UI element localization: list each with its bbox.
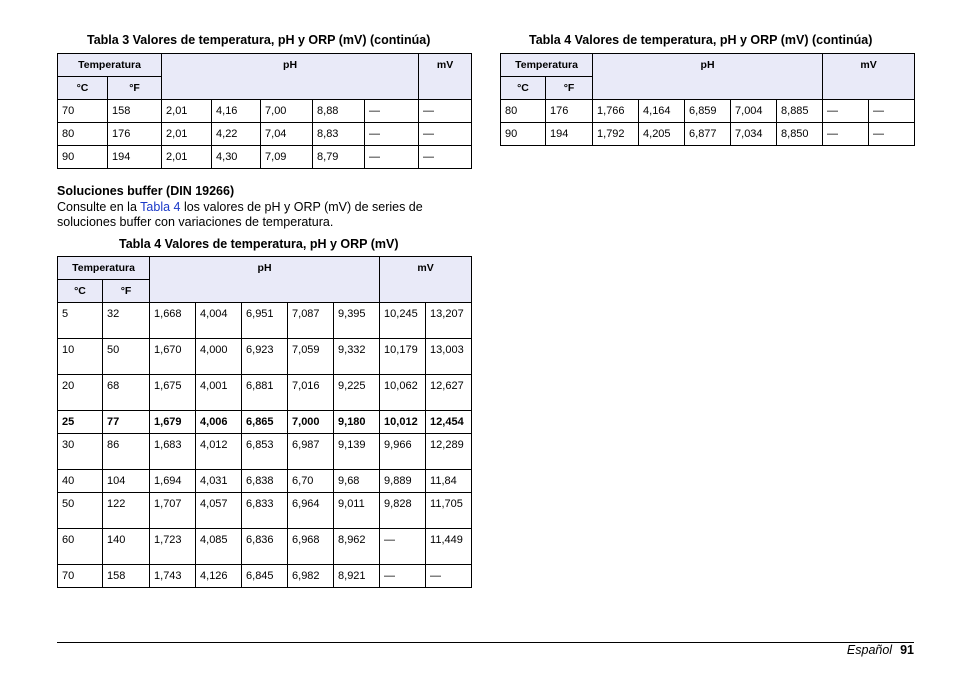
paragraph-text: Consulte en la [57,200,141,214]
table-cell: 77 [103,411,150,434]
table-cell: 11,705 [426,493,472,529]
table-cell: 68 [103,375,150,411]
header-ph: pH [162,54,419,100]
table-cell: 9,332 [334,339,380,375]
table-cell: 9,180 [334,411,380,434]
table-cell: 104 [103,470,150,493]
table-cell: 6,853 [242,434,288,470]
table-cell: — [426,565,472,588]
table-cell: 11,84 [426,470,472,493]
table-cell: 1,792 [593,123,639,146]
table-cell: 90 [58,146,108,169]
table-row [58,529,472,565]
table-cell: 7,000 [288,411,334,434]
section-title: Soluciones buffer (DIN 19266) [57,184,235,198]
table-row [58,565,472,588]
table-cell: 9,011 [334,493,380,529]
table-cell: 12,289 [426,434,472,470]
table4-caption: Tabla 4 Valores de temperatura, pH y ORP (mV) [119,237,399,251]
table-cell: 7,016 [288,375,334,411]
table-cell: 9,828 [380,493,426,529]
table-cell: 50 [103,339,150,375]
table4-continued-body [501,100,915,146]
table-cell: 2,01 [162,146,212,169]
table-cell: 4,164 [639,100,685,123]
table-cell: 1,743 [150,565,196,588]
table-cell: — [365,146,419,169]
header-temperatura: Temperatura [58,54,162,77]
table-cell: 7,087 [288,303,334,339]
table-cell: 20 [58,375,103,411]
table-cell: 4,30 [212,146,261,169]
table-cell: 10,012 [380,411,426,434]
table-cell: 8,962 [334,529,380,565]
table-cell: 4,126 [196,565,242,588]
table-cell: 8,885 [777,100,823,123]
table-cell: 7,059 [288,339,334,375]
table-cell: — [419,146,472,169]
table-cell: 60 [58,529,103,565]
table-cell: 12,627 [426,375,472,411]
table-cell: 90 [501,123,546,146]
table-cell: 4,16 [212,100,261,123]
table-cell: — [869,123,915,146]
table3-caption: Tabla 3 Valores de temperatura, pH y ORP (mV) (continúa) [87,33,431,47]
table-cell: 80 [58,123,108,146]
table-cell: 6,951 [242,303,288,339]
table-cell: 4,000 [196,339,242,375]
footer-rule [57,642,914,643]
table-cell: 6,865 [242,411,288,434]
table-cell: 1,694 [150,470,196,493]
table-cell: 12,454 [426,411,472,434]
table-row [58,339,472,375]
table-cell: 50 [58,493,103,529]
table-row [58,434,472,470]
table-row [501,100,915,123]
table-cell: 70 [58,565,103,588]
table-cell: 10,179 [380,339,426,375]
header-fahrenheit: °F [108,77,162,100]
table-cell: 11,449 [426,529,472,565]
header-fahrenheit: °F [103,280,150,303]
table-cell: 1,723 [150,529,196,565]
table-cell: 194 [108,146,162,169]
table-cell: 7,04 [261,123,313,146]
table-cell: 1,670 [150,339,196,375]
table-cell: 6,964 [288,493,334,529]
table-cell: 9,889 [380,470,426,493]
section-paragraph [57,200,457,230]
table-cell: 4,057 [196,493,242,529]
table-cell: — [869,100,915,123]
header-temperatura: Temperatura [501,54,593,77]
table-cell: 4,006 [196,411,242,434]
table-cell: 6,877 [685,123,731,146]
table-cell: 8,79 [313,146,365,169]
header-ph: pH [593,54,823,100]
table-row [58,100,472,123]
table-row [58,123,472,146]
header-mv: mV [823,54,915,100]
table-row [501,123,915,146]
table-cell: 6,859 [685,100,731,123]
table-cell: 1,707 [150,493,196,529]
table3-body [58,100,472,169]
footer-language: Español [846,643,893,657]
table-cell: 1,679 [150,411,196,434]
header-fahrenheit: °F [546,77,593,100]
table-cell: 8,88 [313,100,365,123]
table-cell: 4,22 [212,123,261,146]
table-cell: 9,395 [334,303,380,339]
table-cell: 7,09 [261,146,313,169]
table-cell: 4,012 [196,434,242,470]
table-cell: 158 [103,565,150,588]
header-celsius: °C [58,77,108,100]
table-row [58,303,472,339]
table-cell: 4,004 [196,303,242,339]
table-row [58,470,472,493]
header-celsius: °C [58,280,103,303]
table-cell: 40 [58,470,103,493]
table-cell: 86 [103,434,150,470]
table-cell: — [823,100,869,123]
table-cell: 10,245 [380,303,426,339]
page-number: 91 [900,643,914,657]
table-cell: 8,921 [334,565,380,588]
page-footer [847,643,914,657]
table-cell: 4,001 [196,375,242,411]
table-cell: 6,836 [242,529,288,565]
table4 [57,256,472,588]
table-cell: 2,01 [162,100,212,123]
table-cell: 6,845 [242,565,288,588]
table-cell: 6,982 [288,565,334,588]
table-cell: 6,987 [288,434,334,470]
table-cell: — [380,565,426,588]
table-cell: — [380,529,426,565]
table3 [57,53,472,169]
table4-body [58,303,472,588]
table-cell: 176 [108,123,162,146]
table-cell: 158 [108,100,162,123]
table-cell: 9,225 [334,375,380,411]
table-cell: 6,923 [242,339,288,375]
table-cell: 6,968 [288,529,334,565]
header-mv: mV [419,54,472,100]
table-cell: 6,881 [242,375,288,411]
table-cell: 80 [501,100,546,123]
table-cell: 2,01 [162,123,212,146]
table-row [58,493,472,529]
table-cell: — [419,123,472,146]
table-cell: 194 [546,123,593,146]
table-cell: 70 [58,100,108,123]
table-row [58,146,472,169]
table-cell: 32 [103,303,150,339]
paragraph-text: los valores de pH y ORP (mV) de series de soluciones buffer con variaciones de temperatura. [57,200,423,229]
table-row [58,411,472,434]
header-temperatura: Temperatura [58,257,150,280]
table4-cont-caption: Tabla 4 Valores de temperatura, pH y ORP (mV) (continúa) [529,33,873,47]
table-cell: 9,139 [334,434,380,470]
table-cell: 7,004 [731,100,777,123]
table-cell: 7,034 [731,123,777,146]
header-ph: pH [150,257,380,303]
table-cell: 30 [58,434,103,470]
table-cell: 1,675 [150,375,196,411]
table-cell: 8,850 [777,123,823,146]
table-row [58,375,472,411]
table4-link[interactable]: Tabla 4 [140,200,181,214]
table-cell: — [419,100,472,123]
table-cell: — [365,100,419,123]
table-cell: 6,70 [288,470,334,493]
table-cell: 10,062 [380,375,426,411]
table-cell: 1,683 [150,434,196,470]
header-celsius: °C [501,77,546,100]
table-cell: — [365,123,419,146]
table-cell: 5 [58,303,103,339]
table-cell: 122 [103,493,150,529]
table-cell: 9,68 [334,470,380,493]
table-cell: 4,205 [639,123,685,146]
table-cell: 140 [103,529,150,565]
table-cell: 7,00 [261,100,313,123]
table-cell: 10 [58,339,103,375]
table-cell: — [823,123,869,146]
table-cell: 6,833 [242,493,288,529]
table-cell: 13,207 [426,303,472,339]
header-mv: mV [380,257,472,303]
table-cell: 1,668 [150,303,196,339]
table-cell: 9,966 [380,434,426,470]
table-cell: 25 [58,411,103,434]
table-cell: 1,766 [593,100,639,123]
table-cell: 6,838 [242,470,288,493]
table-cell: 4,031 [196,470,242,493]
table-cell: 8,83 [313,123,365,146]
table-cell: 176 [546,100,593,123]
table-cell: 13,003 [426,339,472,375]
table4-continued [500,53,915,146]
table-cell: 4,085 [196,529,242,565]
